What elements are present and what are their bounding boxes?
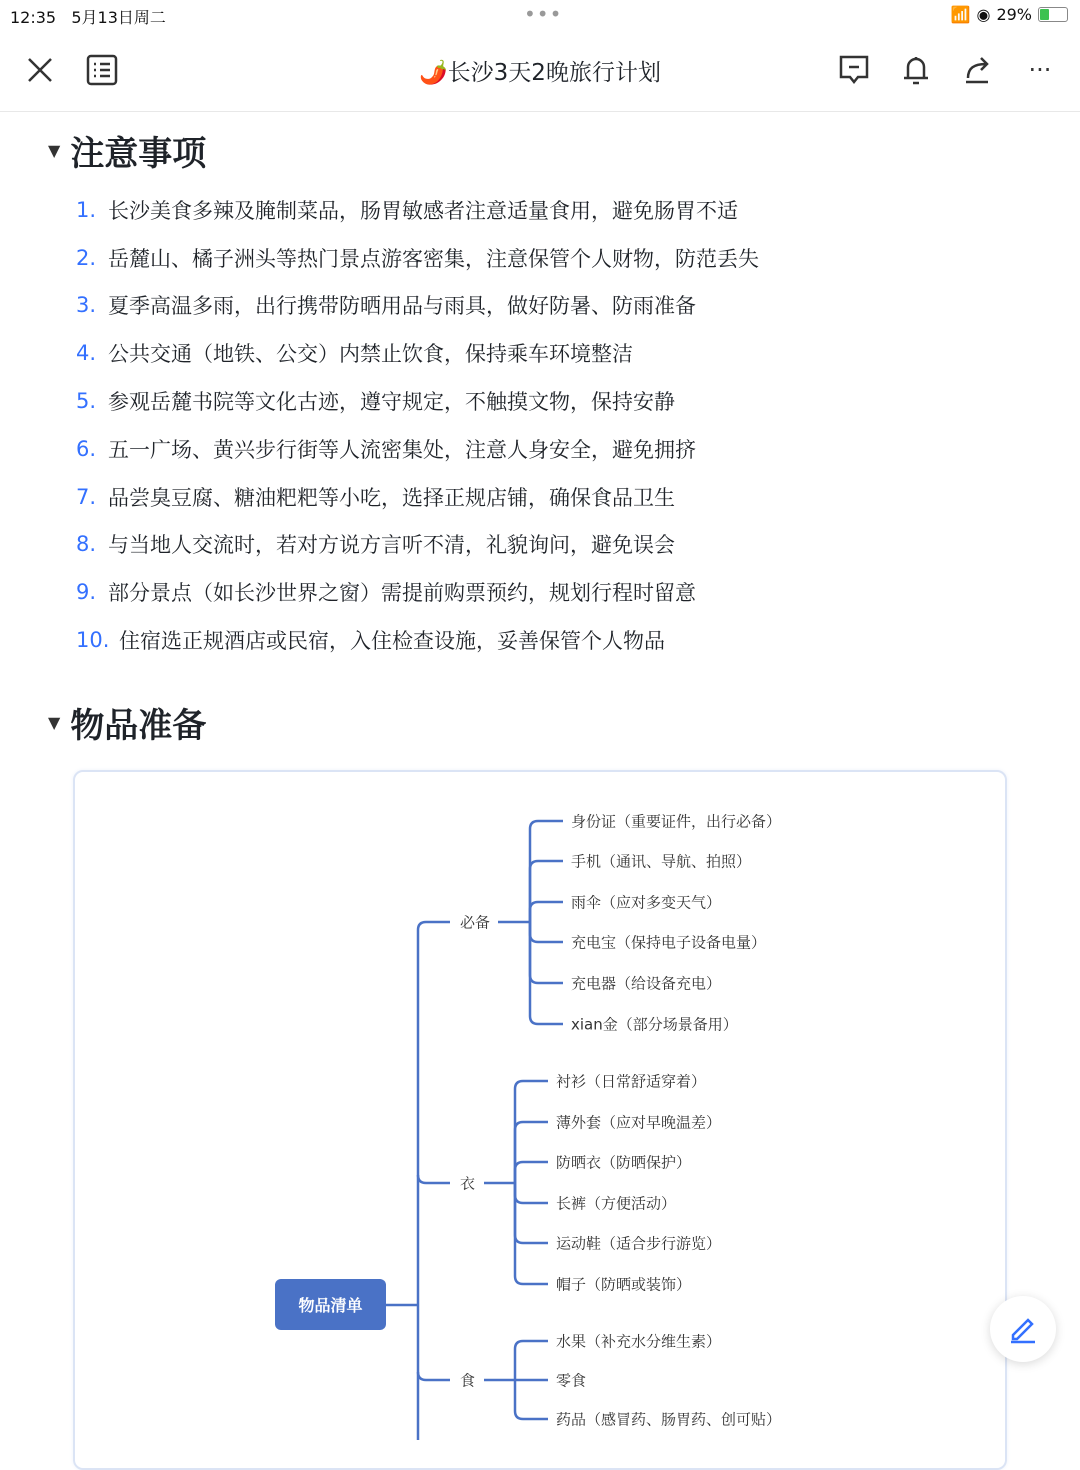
connector-line <box>515 1183 548 1203</box>
mindmap-leaf[interactable]: 手机（通讯、导航、拍照） <box>571 852 752 871</box>
multitask-dots[interactable]: ••• <box>524 2 563 26</box>
note-number: 9. <box>76 580 97 605</box>
section-heading-notes[interactable]: ▼ 注意事项 <box>48 134 207 174</box>
mindmap-branch[interactable]: 食 <box>460 1371 476 1390</box>
note-text: 参观岳麓书院等文化古迹，遵守规定，不触摸文物，保持安静 <box>108 390 675 415</box>
document-title: 🌶️长沙3天2晚旅行计划 <box>419 60 661 86</box>
mindmap-leaf[interactable]: 水果（补充水分维生素） <box>556 1332 722 1351</box>
note-number: 2. <box>76 245 97 270</box>
mindmap-leaf[interactable]: 药品（感冒药、肠胃药、创可贴） <box>556 1410 782 1429</box>
note-number: 7. <box>76 484 97 509</box>
note-text: 住宿选正规酒店或民宿，入住检查设施，妥善保管个人物品 <box>119 629 665 654</box>
mindmap-leaf[interactable]: 长裤（方便活动） <box>556 1194 677 1213</box>
note-text: 长沙美食多辣及腌制菜品，肠胃敏感者注意适量食用，避免肠胃不适 <box>108 198 738 223</box>
note-text: 岳麓山、橘子洲头等热门景点游客密集，注意保管个人财物，防范丢失 <box>108 246 759 271</box>
connector-line <box>515 1183 548 1284</box>
mindmap-leaf[interactable]: 充电器（给设备充电） <box>571 974 722 993</box>
mindmap-branch[interactable]: 衣 <box>460 1174 476 1193</box>
connector-line <box>530 922 563 983</box>
mindmap-leaf[interactable]: 身份证（重要证件，出行必备） <box>571 812 782 831</box>
connector-line <box>530 902 563 922</box>
connector-line <box>418 1175 450 1183</box>
connector-line <box>515 1183 548 1243</box>
connector-line <box>515 1122 548 1183</box>
more-icon[interactable]: ··· <box>1028 56 1052 84</box>
mindmap-root[interactable]: 物品清单 <box>275 1279 386 1330</box>
pencil-icon <box>1007 1313 1039 1345</box>
connector-line <box>530 821 563 922</box>
status-time: 12:35 5月13日周二 <box>10 8 166 27</box>
note-number: 4. <box>76 341 97 366</box>
lock-rotation-icon: ◉ <box>976 5 991 24</box>
mindmap-leaf[interactable]: 衬衫（日常舒适穿着） <box>556 1072 707 1091</box>
collapse-triangle-icon[interactable]: ▼ <box>48 713 61 732</box>
mindmap-leaf[interactable]: 薄外套（应对早晚温差） <box>556 1113 722 1132</box>
connector-line <box>515 1341 548 1380</box>
connector-line <box>418 922 450 1440</box>
collapse-triangle-icon[interactable]: ▼ <box>48 141 61 160</box>
note-number: 8. <box>76 532 97 557</box>
mindmap-branch[interactable]: 必备 <box>460 913 491 932</box>
note-text: 品尝臭豆腐、糖油粑粑等小吃，选择正规店铺，确保食品卫生 <box>108 485 675 510</box>
section-heading-items[interactable]: ▼ 物品准备 <box>48 706 207 746</box>
note-text: 公共交通（地铁、公交）内禁止饮食，保持乘车环境整洁 <box>108 342 633 367</box>
mindmap-leaf[interactable]: xian金（部分场景备用） <box>571 1015 738 1034</box>
connector-line <box>530 861 563 922</box>
connector-line <box>530 922 563 942</box>
connector-line <box>418 1372 450 1380</box>
note-text: 五一广场、黄兴步行街等人流密集处，注意人身安全，避免拥挤 <box>108 437 696 462</box>
note-number: 5. <box>76 389 97 414</box>
note-number: 10. <box>76 628 110 653</box>
edit-button[interactable] <box>990 1296 1056 1362</box>
connector-line <box>515 1380 548 1419</box>
mindmap-leaf[interactable]: 防晒衣（防晒保护） <box>556 1153 692 1172</box>
note-text: 部分景点（如长沙世界之窗）需提前购票预约，规划行程时留意 <box>108 581 696 606</box>
mindmap-leaf[interactable]: 帽子（防晒或装饰） <box>556 1275 692 1294</box>
mindmap-leaf[interactable]: 零食 <box>556 1371 587 1390</box>
note-number: 1. <box>76 197 97 222</box>
connector-line <box>515 1081 548 1183</box>
mindmap-leaf[interactable]: 雨伞（应对多变天气） <box>571 893 722 912</box>
mindmap-leaf[interactable]: 充电宝（保持电子设备电量） <box>571 933 767 952</box>
note-number: 3. <box>76 293 97 318</box>
mindmap-leaf[interactable]: 运动鞋（适合步行游览） <box>556 1234 722 1253</box>
wifi-icon: 📶 <box>950 5 971 24</box>
battery-percent: 29% <box>996 5 1032 24</box>
note-text: 夏季高温多雨，出行携带防晒用品与雨具，做好防暑、防雨准备 <box>108 294 696 319</box>
note-number: 6. <box>76 436 97 461</box>
connector-line <box>530 922 563 1024</box>
note-text: 与当地人交流时，若对方说方言听不清，礼貌询问，避免误会 <box>108 533 675 558</box>
connector-line <box>515 1162 548 1183</box>
